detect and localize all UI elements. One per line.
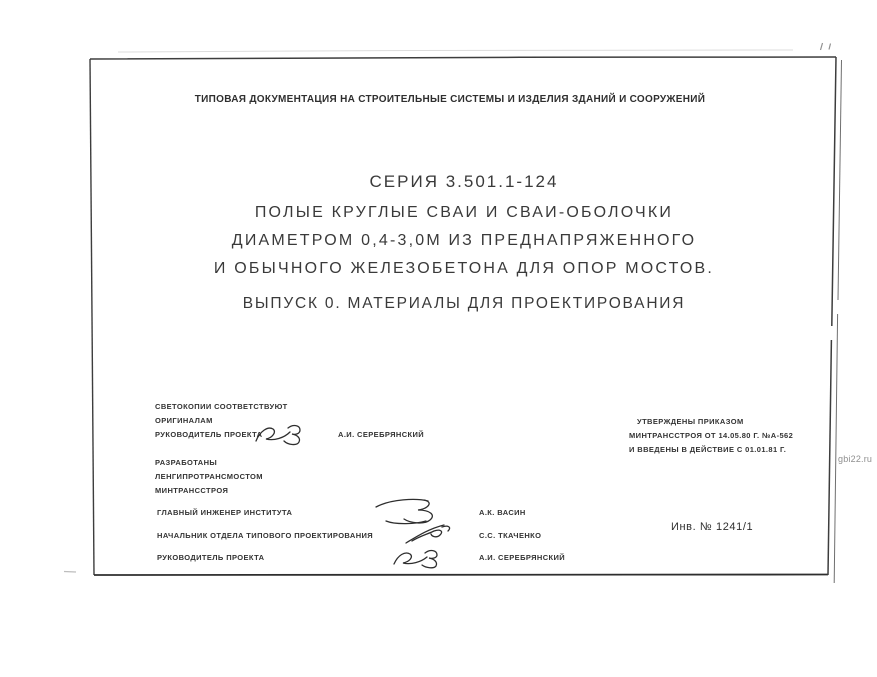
developed-line-3: МИНТРАНССТРОЯ bbox=[155, 486, 229, 495]
signatory-name: А.И. СЕРЕБРЯНСКИЙ bbox=[479, 553, 566, 562]
signature-serebryansky-bottom bbox=[388, 545, 452, 571]
certification-line-2: ОРИГИНАЛАМ bbox=[155, 416, 213, 425]
paper-edge-line bbox=[118, 50, 793, 52]
signatory-name: С.С. ТКАЧЕНКО bbox=[479, 531, 542, 540]
inventory-number: Инв. № 1241/1 bbox=[671, 521, 754, 533]
title-line-2: ДИАМЕТРОМ 0,4-3,0М ИЗ ПРЕДНАПРЯЖЕННОГО bbox=[231, 232, 697, 249]
frame-bottom-tick bbox=[64, 572, 76, 573]
signatory-role: НАЧАЛЬНИК ОТДЕЛА ТИПОВОГО ПРОЕКТИРОВАНИЯ bbox=[157, 531, 374, 540]
title-block bbox=[90, 172, 838, 313]
frame-top-line bbox=[90, 57, 836, 59]
approval-line-2: МИНТРАНССТРОЯ ОТ 14.05.80 Г. №А-562 bbox=[629, 431, 794, 440]
issue-title: ВЫПУСК 0. МАТЕРИАЛЫ ДЛЯ ПРОЕКТИРОВАНИЯ bbox=[242, 295, 686, 312]
series-title: СЕРИЯ 3.501.1-124 bbox=[369, 172, 559, 191]
corner-mark bbox=[821, 43, 831, 50]
signatory-name: А.К. ВАСИН bbox=[479, 508, 526, 517]
approval-line-1: УТВЕРЖДЕНЫ ПРИКАЗОМ bbox=[637, 417, 744, 426]
signature-serebryansky-top bbox=[250, 419, 314, 449]
frame-right-second-line-upper bbox=[838, 60, 842, 300]
title-line-3: И ОБЫЧНОГО ЖЕЛЕЗОБЕТОНА ДЛЯ ОПОР МОСТОВ. bbox=[213, 260, 715, 277]
frame-right-line-lower bbox=[828, 340, 831, 575]
signature-tkachenko bbox=[398, 521, 458, 547]
signatory-role: РУКОВОДИТЕЛЬ ПРОЕКТА bbox=[157, 553, 265, 562]
frame-left-line bbox=[90, 59, 94, 575]
watermark: gbi22.ru bbox=[838, 454, 873, 464]
certification-line-1: СВЕТОКОПИИ СООТВЕТСТВУЮТ bbox=[155, 402, 288, 411]
developed-line-1: РАЗРАБОТАНЫ bbox=[155, 458, 218, 467]
frame-bottom-line bbox=[94, 575, 828, 576]
signatory-role: ГЛАВНЫЙ ИНЖЕНЕР ИНСТИТУТА bbox=[157, 508, 293, 517]
approval-line-3: И ВВЕДЕНЫ В ДЕЙСТВИЕ С 01.01.81 Г. bbox=[629, 445, 787, 454]
header-text: ТИПОВАЯ ДОКУМЕНТАЦИЯ НА СТРОИТЕЛЬНЫЕ СИСТЕМЫ И ИЗДЕЛИЯ ЗДАНИЙ И СООРУЖЕНИЙ bbox=[194, 94, 706, 105]
frame-right-second-line-lower bbox=[834, 314, 837, 583]
developed-line-2: ЛЕНГИПРОТРАНСМОСТОМ bbox=[155, 472, 263, 481]
certification-name: А.И. СЕРЕБРЯНСКИЙ bbox=[338, 430, 425, 439]
title-line-1: ПОЛЫЕ КРУГЛЫЕ СВАИ И СВАИ-ОБОЛОЧКИ bbox=[254, 204, 674, 221]
certification-role-label: РУКОВОДИТЕЛЬ ПРОЕКТА bbox=[155, 430, 263, 439]
